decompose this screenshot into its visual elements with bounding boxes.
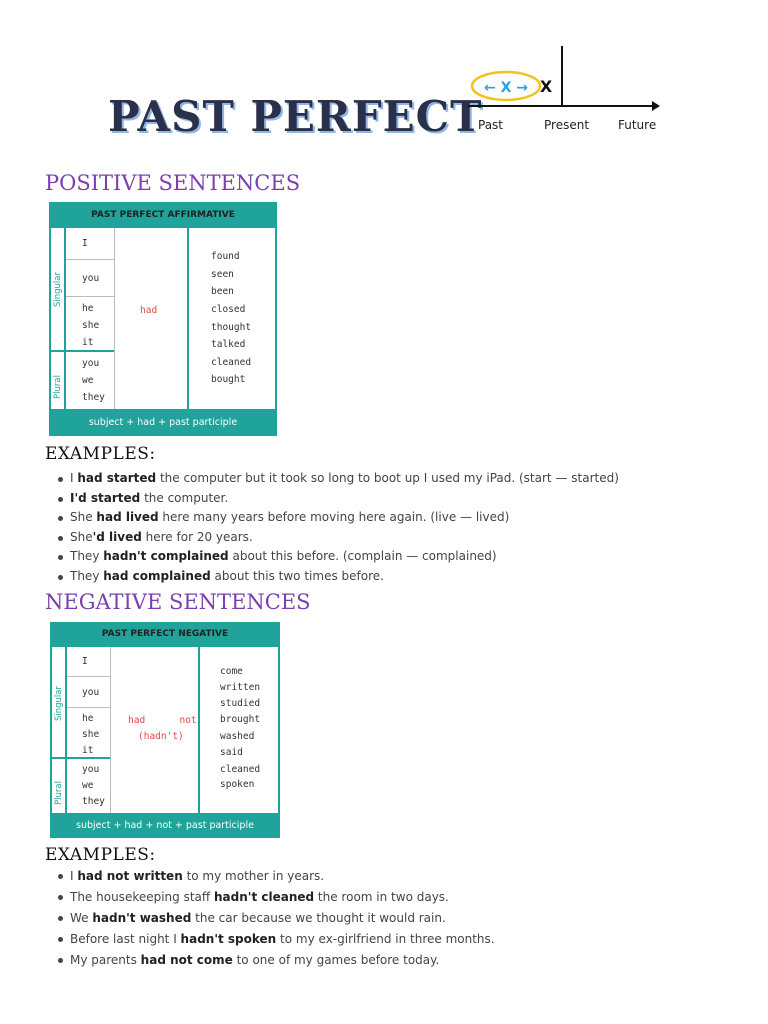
timeline-diagram: [466, 46, 666, 142]
subject-cell: it: [82, 745, 94, 756]
singular-label: Singular: [54, 686, 64, 721]
example-item: We hadn't washed the car because we thought it would rain.: [58, 908, 495, 929]
participle-cell: been: [211, 286, 234, 297]
timeline-past-marker: ← X →: [483, 80, 529, 96]
subject-cell: you: [82, 764, 100, 775]
participle-cell: found: [211, 251, 240, 262]
affirmative-table: [49, 202, 277, 436]
timeline-future-label: Future: [618, 118, 657, 132]
plural-label: Plural: [53, 375, 63, 399]
timeline-marker: X: [539, 77, 553, 96]
example-item: She had lived here many years before moving here again. (live — lived): [58, 508, 619, 528]
participle-cell: washed: [220, 731, 255, 742]
participle-cell: cleaned: [220, 764, 261, 775]
subject-cell: he: [82, 713, 94, 724]
negative-table: [50, 622, 280, 838]
negative-table-footer: subject + had + not + past participle: [76, 820, 254, 831]
timeline-present-label: Present: [544, 118, 590, 132]
plural-label: Plural: [54, 781, 64, 805]
example-item: Before last night I hadn't spoken to my ex-girlfriend in three months.: [58, 929, 495, 950]
example-item: I had started the computer but it took so long to boot up I used my iPad. (start — started): [58, 469, 619, 489]
subject-cell: she: [82, 320, 100, 331]
example-item: I had not written to my mother in years.: [58, 866, 495, 887]
subject-cell: I: [82, 238, 88, 249]
example-item: They hadn't complained about this before. (complain — complained): [58, 547, 619, 567]
positive-examples-list: [58, 469, 619, 586]
singular-label: Singular: [53, 272, 63, 307]
example-item: She'd lived here for 20 years.: [58, 528, 619, 548]
negative-table-header: PAST PERFECT NEGATIVE: [101, 629, 229, 639]
subject-cell: they: [82, 392, 105, 403]
affirmative-table-header: PAST PERFECT AFFIRMATIVE: [91, 210, 235, 220]
participle-cell: cleaned: [211, 357, 252, 368]
positive-heading: POSITIVE SENTENCES: [45, 171, 301, 195]
participle-cell: thought: [211, 322, 252, 333]
subject-cell: you: [82, 358, 100, 369]
participle-cell: come: [220, 666, 243, 677]
participle-cell: said: [220, 747, 243, 758]
page-title: PAST PERFECT: [108, 92, 483, 141]
participle-cell: studied: [220, 698, 261, 709]
subject-cell: they: [82, 796, 105, 807]
subject-cell: it: [82, 337, 94, 348]
affirmative-table-footer: subject + had + past participle: [88, 417, 238, 428]
participle-cell: spoken: [220, 779, 255, 790]
subject-cell: we: [82, 780, 94, 791]
example-item: They had complained about this two times before.: [58, 567, 619, 587]
subject-cell: he: [82, 303, 94, 314]
participle-cell: written: [220, 682, 261, 693]
auxiliary-contraction-cell: (hadn't): [138, 731, 184, 742]
auxiliary-cell: had not: [128, 715, 197, 726]
subject-cell: you: [82, 687, 100, 698]
example-item: I'd started the computer.: [58, 489, 619, 509]
participle-cell: bought: [211, 374, 246, 385]
negative-heading: NEGATIVE SENTENCES: [45, 590, 311, 614]
participle-cell: closed: [211, 304, 246, 315]
positive-examples-heading: EXAMPLES:: [45, 444, 156, 464]
participle-cell: brought: [220, 714, 261, 725]
example-item: My parents had not come to one of my games before today.: [58, 950, 495, 971]
subject-cell: I: [82, 656, 88, 667]
participle-cell: talked: [211, 339, 246, 350]
subject-cell: we: [82, 375, 94, 386]
subject-cell: you: [82, 273, 100, 284]
timeline-past-label: Past: [478, 118, 504, 132]
participle-cell: seen: [211, 269, 234, 280]
negative-examples-heading: EXAMPLES:: [45, 845, 156, 865]
auxiliary-cell: had: [140, 305, 158, 316]
example-item: The housekeeping staff hadn't cleaned the room in two days.: [58, 887, 495, 908]
negative-examples-list: [58, 866, 495, 971]
subject-cell: she: [82, 729, 100, 740]
